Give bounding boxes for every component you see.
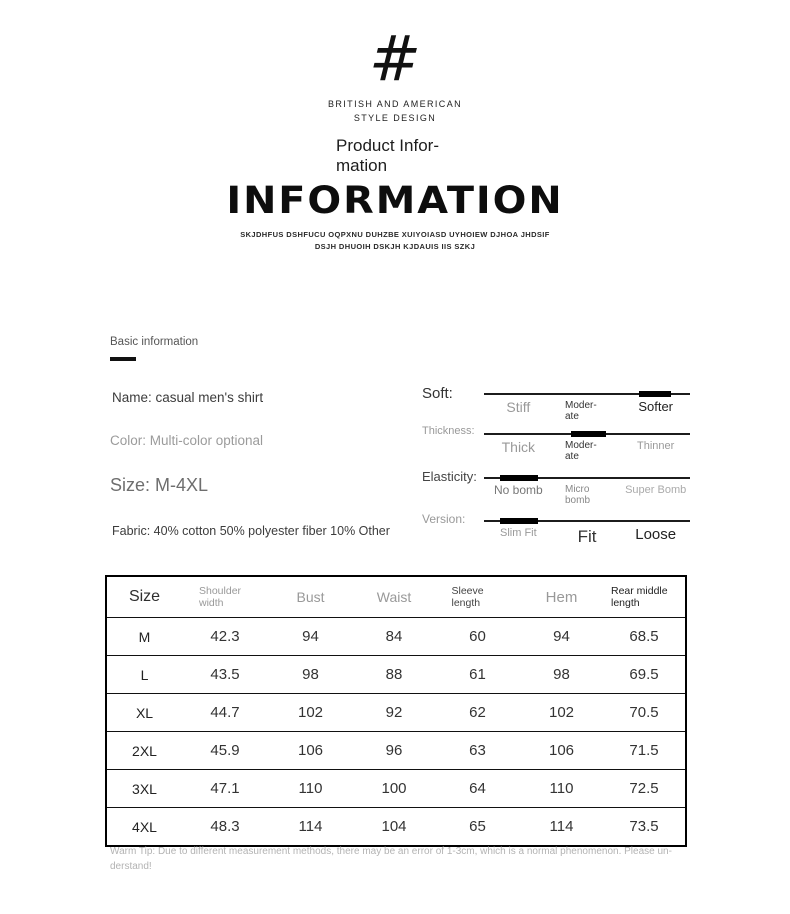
cell-shoulder: 45.9	[182, 732, 268, 770]
basic-info-heading: Basic information	[110, 336, 199, 348]
cell-hem: 94	[520, 618, 603, 656]
hash-logo-icon: #	[369, 22, 421, 95]
warm-tip-note: Warm Tip: Due to different measurement methods, there may be an error of 1-3cm, which is a normal phenomenon. Please un-derstand!	[110, 846, 672, 872]
subtitle-line1: Product Infor-	[336, 136, 439, 155]
soft-option-softer: Softer	[638, 399, 674, 414]
cell-size: 2XL	[106, 732, 182, 770]
cell-hem: 98	[520, 656, 603, 694]
brand-tagline-line1: BRITISH AND AMERICAN	[327, 99, 463, 109]
cell-shoulder: 43.5	[182, 656, 268, 694]
soft-option-moderate: Moder-ate	[565, 400, 597, 423]
soft-options	[484, 400, 690, 422]
table-row-l	[106, 656, 686, 694]
elasticity-slider-marker	[500, 475, 537, 481]
version-slider	[484, 512, 690, 546]
col-header-hem: Hem	[545, 588, 578, 606]
cell-bust: 102	[268, 694, 353, 732]
cell-hem: 110	[520, 770, 603, 808]
version-option-fit: Fit	[577, 527, 597, 546]
decorative-tagline-line1: SKJDHFUS DSHFUCU OQPXNU DUHZBE XUIYOIASD UYHOIEW DJHOA JHDSIF	[240, 230, 550, 239]
table-row-4xl	[106, 808, 686, 847]
elasticity-slider	[484, 469, 690, 506]
soft-slider-track	[484, 393, 690, 395]
col-header-waist: Waist	[376, 589, 412, 605]
cell-rear: 73.5	[603, 808, 686, 847]
information-title: INFORMATION	[226, 177, 564, 223]
cell-size: XL	[106, 694, 182, 732]
thickness-options	[484, 440, 690, 462]
cell-rear: 71.5	[603, 732, 686, 770]
col-header-sleeve-length: Sleeve length	[451, 584, 484, 609]
cell-bust: 110	[268, 770, 353, 808]
version-option-loose: Loose	[635, 526, 677, 543]
cell-shoulder: 42.3	[182, 618, 268, 656]
soft-option-stiff: Stiff	[506, 399, 531, 415]
thickness-slider	[484, 425, 690, 462]
brand-tagline-line2: STYLE DESIGN	[353, 112, 437, 123]
cell-shoulder: 47.1	[182, 770, 268, 808]
decorative-tagline-line2: DSJH DHUOIH DSKJH KJDAUIS IIS SZKJ	[314, 242, 476, 252]
thickness-slider-marker	[571, 431, 606, 437]
cell-size: M	[106, 618, 182, 656]
cell-sleeve: 63	[435, 732, 520, 770]
product-name: Name: casual men's shirt	[112, 390, 264, 405]
thickness-label: Thickness:	[422, 425, 475, 437]
cell-sleeve: 62	[435, 694, 520, 732]
cell-bust: 98	[268, 656, 353, 694]
cell-rear: 70.5	[603, 694, 686, 732]
thickness-slider-track	[484, 433, 690, 435]
cell-waist: 104	[353, 808, 435, 847]
cell-waist: 88	[353, 656, 435, 694]
product-color: Color: Multi-color optional	[110, 433, 264, 448]
cell-sleeve: 60	[435, 618, 520, 656]
table-row-2xl	[106, 732, 686, 770]
col-header-rear-middle-length: Rear middle length	[611, 584, 668, 609]
version-options	[484, 527, 690, 546]
thickness-attribute-row	[422, 425, 690, 462]
cell-sleeve: 61	[435, 656, 520, 694]
elasticity-label: Elasticity:	[422, 469, 477, 484]
cell-sleeve: 65	[435, 808, 520, 847]
cell-hem: 106	[520, 732, 603, 770]
cell-size: 3XL	[106, 770, 182, 808]
table-header-row	[106, 576, 686, 618]
soft-slider-marker	[639, 391, 672, 397]
elasticity-slider-track	[484, 477, 690, 479]
table-row-xl	[106, 694, 686, 732]
cell-shoulder: 44.7	[182, 694, 268, 732]
version-slider-marker	[500, 518, 537, 524]
cell-waist: 100	[353, 770, 435, 808]
soft-attribute-row	[422, 385, 690, 422]
cell-waist: 84	[353, 618, 435, 656]
table-row-m	[106, 618, 686, 656]
cell-sleeve: 64	[435, 770, 520, 808]
version-option-slimfit: Slim Fit	[500, 527, 537, 539]
thickness-option-thinner: Thinner	[637, 440, 675, 452]
product-fabric: Fabric: 40% cotton 50% polyester fiber 10% Other	[112, 524, 390, 538]
version-attribute-row	[422, 512, 690, 546]
size-chart-table	[105, 575, 687, 847]
product-information-subtitle	[336, 136, 466, 177]
elasticity-option-microbomb: Micro bomb	[565, 484, 591, 507]
cell-waist: 92	[353, 694, 435, 732]
cell-waist: 96	[353, 732, 435, 770]
cell-rear: 69.5	[603, 656, 686, 694]
cell-size: L	[106, 656, 182, 694]
cell-rear: 68.5	[603, 618, 686, 656]
elasticity-option-nobomb: No bomb	[493, 483, 543, 497]
version-label: Version:	[422, 512, 466, 526]
soft-slider	[484, 385, 690, 422]
product-size-range: Size: M-4XL	[110, 475, 209, 495]
thickness-option-moderate: Moder-ate	[565, 440, 597, 463]
version-slider-track	[484, 520, 690, 522]
elasticity-attribute-row	[422, 469, 690, 506]
cell-size: 4XL	[106, 808, 182, 847]
elasticity-options	[484, 484, 690, 506]
brand-tagline	[0, 98, 790, 126]
cell-hem: 102	[520, 694, 603, 732]
decorative-tagline	[0, 229, 790, 254]
cell-hem: 114	[520, 808, 603, 847]
cell-bust: 94	[268, 618, 353, 656]
col-header-shoulder-width: Shoulder width	[199, 584, 242, 609]
cell-shoulder: 48.3	[182, 808, 268, 847]
col-header-size: Size	[128, 588, 161, 605]
soft-label: Soft:	[422, 385, 453, 402]
heading-underline	[110, 357, 136, 361]
cell-bust: 106	[268, 732, 353, 770]
elasticity-option-superbomb: Super Bomb	[625, 484, 687, 496]
table-row-3xl	[106, 770, 686, 808]
cell-bust: 114	[268, 808, 353, 847]
col-header-bust: Bust	[296, 589, 325, 605]
subtitle-line2: mation	[336, 156, 388, 176]
thickness-option-thick: Thick	[501, 439, 536, 455]
cell-rear: 72.5	[603, 770, 686, 808]
